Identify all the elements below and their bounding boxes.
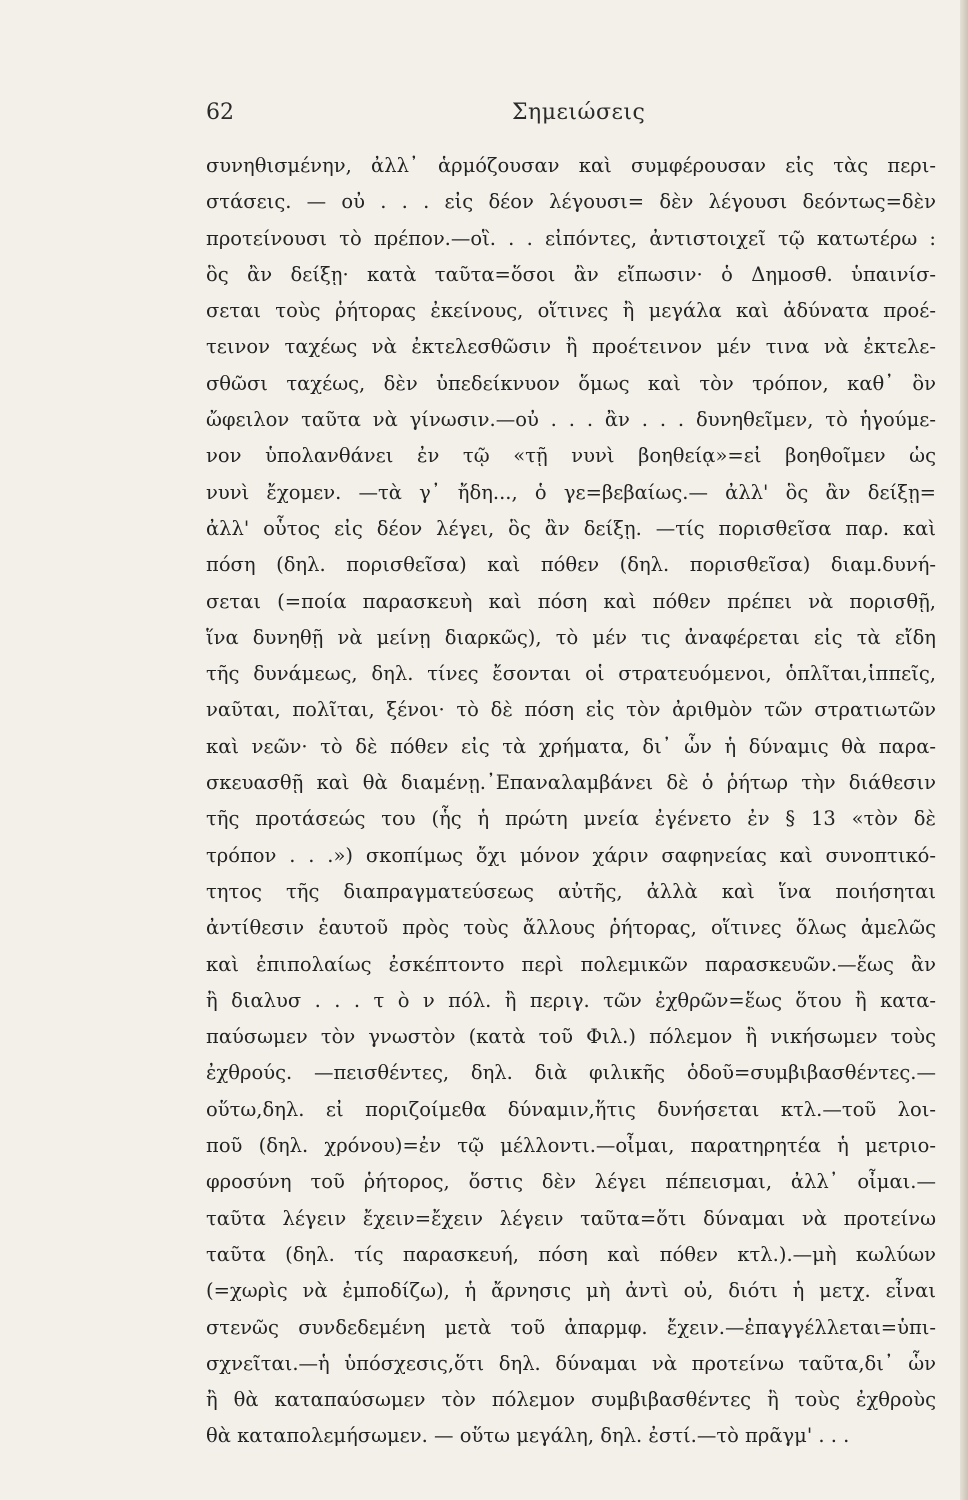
text-line: ὃς ἂν δείξῃ· κατὰ ταῦτα=ὅσοι ἂν εἴπωσιν· ὁ Δημοσθ. ὑπαινίσ- xyxy=(206,262,936,286)
text-line: καὶ ἐπιπολαίως ἐσκέπτοντο περὶ πολεμικῶν παρασκευῶν.—ἕως ἂν xyxy=(206,952,936,976)
text-line: σκευασθῇ καὶ θὰ διαμένῃ.᾽Επαναλαμβάνει δὲ ὁ ῥήτωρ τὴν διάθεσιν xyxy=(206,771,936,795)
text-line: πόση (δηλ. πορισθεῖσα) καὶ πόθεν (δηλ. πορισθεῖσα) διαμ.δυνή- xyxy=(206,553,936,577)
text-line: ἐχθρούς. —πεισθέντες, δηλ. διὰ φιλικῆς ὁδοῦ=συμβιβασθέντες.— xyxy=(206,1061,936,1085)
text-line: ἀλλ' οὗτος εἰς δέον λέγει, ὃς ἂν δείξῃ. —τίς πορισθεῖσα παρ. καὶ xyxy=(206,516,936,540)
page-number: 62 xyxy=(206,100,234,125)
text-line: θὰ καταπολεμήσωμεν. — οὕτω μεγάλη, δηλ. ἐστί.—τὸ πρᾶγμ' . . . xyxy=(206,1424,850,1448)
text-line: ἵνα δυνηθῇ νὰ μείνῃ διαρκῶς), τὸ μέν τις ἀναφέρεται εἰς τὰ εἴδη xyxy=(206,625,936,649)
text-line: συνηθισμένην, ἀλλ᾽ ἁρμόζουσαν καὶ συμφέρουσαν εἰς τὰς περι- xyxy=(206,154,936,177)
text-line: ποῦ (δηλ. χρόνου)=ἐν τῷ μέλλοντι.—οἶμαι, παρατηρητέα ἡ μετριο- xyxy=(206,1134,936,1158)
page-header xyxy=(206,100,938,130)
text-line: τῆς δυνάμεως, δηλ. τίνες ἔσονται οἱ στρατευόμενοι, ὁπλῖται,ἱππεῖς, xyxy=(206,662,936,686)
text-line: προτείνουσι τὸ πρέπον.—οἳ. . . εἰπόντες, ἀντιστοιχεῖ τῷ κατωτέρω : xyxy=(206,226,936,250)
text-line: τητος τῆς διαπραγματεύσεως αὐτῆς, ἀλλὰ καὶ ἵνα ποιήσηται xyxy=(206,879,936,903)
text-line: νον ὑπολανθάνει ἐν τῷ «τῇ νυνὶ βοηθείᾳ»=εἰ βοηθοῖμεν ὡς xyxy=(206,444,936,468)
text-line: ἢ διαλυσ . . . τ ὸ ν πόλ. ἢ περιγ. τῶν ἐχθρῶν=ἕως ὅτου ἢ κατα- xyxy=(206,988,936,1012)
text-line: ταῦτα λέγειν ἔχειν=ἔχειν λέγειν ταῦτα=ὅτι δύναμαι νὰ προτείνω xyxy=(206,1206,936,1230)
text-line: σθῶσι ταχέως, δὲν ὑπεδείκνυον ὅμως καὶ τὸν τρόπον, καθ᾽ ὃν xyxy=(206,371,936,395)
text-line: τεινον ταχέως νὰ ἐκτελεσθῶσιν ἢ προέτεινον μέν τινα νὰ ἐκτελε- xyxy=(206,335,936,359)
text-line: σεται (=ποία παρασκευὴ καὶ πόση καὶ πόθεν πρέπει νὰ πορισθῇ, xyxy=(206,589,936,613)
body-text xyxy=(206,148,936,1455)
text-line: ναῦται, πολῖται, ξένοι· τὸ δὲ πόση εἰς τὸν ἀριθμὸν τῶν στρατιωτῶν xyxy=(206,698,936,722)
text-line: στάσεις. — οὐ . . . εἰς δέον λέγουσι= δὲν λέγουσι δεόντως=δὲν xyxy=(206,190,936,214)
text-line: νυνὶ ἔχομεν. —τὰ γ᾽ ἤδη..., ὁ γε=βεβαίως.— ἀλλ' ὃς ἂν δείξῃ= xyxy=(206,480,936,504)
running-title: Σημειώσεις xyxy=(512,100,646,125)
text-line: σεται τοὺς ῥήτορας ἐκείνους, οἵτινες ἢ μεγάλα καὶ ἀδύνατα προέ- xyxy=(206,299,936,323)
text-line: τρόπον . . .») σκοπίμως ὄχι μόνον χάριν σαφηνείας καὶ συνοπτικό- xyxy=(206,843,936,867)
text-line: καὶ νεῶν· τὸ δὲ πόθεν εἰς τὰ χρήματα, δι᾽ ὧν ἡ δύναμις θὰ παρα- xyxy=(206,734,936,758)
text-line: φροσύνη τοῦ ῥήτορος, ὅστις δὲν λέγει πέπεισμαι, ἀλλ᾽ οἶμαι.— xyxy=(206,1170,936,1194)
text-line: ὤφειλον ταῦτα νὰ γίνωσιν.—οὐ . . . ἂν . . . δυνηθεῖμεν, τὸ ἡγούμε- xyxy=(206,408,936,432)
text-line: ἀντίθεσιν ἑαυτοῦ πρὸς τοὺς ἄλλους ῥήτορας, οἵτινες ὅλως ἀμελῶς xyxy=(206,916,936,940)
text-line: τῆς προτάσεώς του (ἧς ἡ πρώτη μνεία ἐγένετο ἐν § 13 «τὸν δὲ xyxy=(206,807,936,831)
text-line: (=χωρὶς νὰ ἐμποδίζω), ἡ ἄρνησις μὴ ἀντὶ οὐ, διότι ἡ μετχ. εἶναι xyxy=(206,1279,936,1303)
text-line: παύσωμεν τὸν γνωστὸν (κατὰ τοῦ Φιλ.) πόλεμον ἢ νικήσωμεν τοὺς xyxy=(206,1025,936,1049)
text-line: ἢ θὰ καταπαύσωμεν τὸν πόλεμον συμβιβασθέντες ἢ τοὺς ἐχθροὺς xyxy=(206,1388,936,1412)
text-line: σχνεῖται.—ἡ ὑπόσχεσις,ὅτι δηλ. δύναμαι νὰ προτείνω ταῦτα,δι᾽ ὧν xyxy=(206,1351,936,1375)
text-line: οὕτω,δηλ. εἰ ποριζοίμεθα δύναμιν,ἥτις δυνήσεται κτλ.—τοῦ λοι- xyxy=(206,1097,936,1121)
text-line: στενῶς συνδεδεμένη μετὰ τοῦ ἀπαρμφ. ἔχειν.—ἐπαγγέλλεται=ὑπι- xyxy=(206,1315,936,1339)
text-line: ταῦτα (δηλ. τίς παρασκευή, πόση καὶ πόθεν κτλ.).—μὴ κωλύων xyxy=(206,1242,936,1266)
page-spine-shadow xyxy=(960,0,968,1500)
